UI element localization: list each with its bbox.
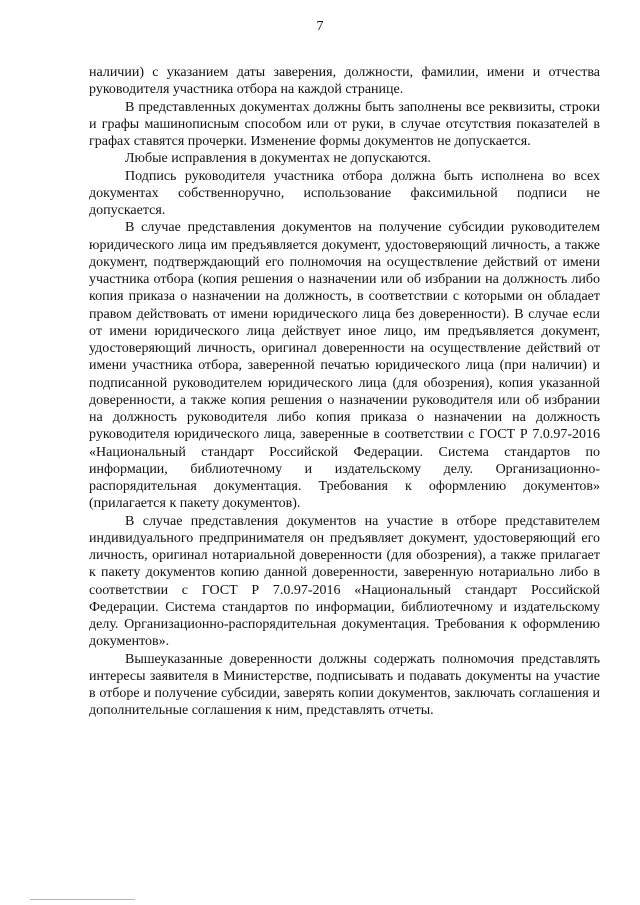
paragraph: В случае представления документов на участие в отборе представителем индивидуального предпринимателя он предъявляет документ, удостоверяющий его личность, оригинал нотариальной доверенности (для обозрения), а также прилагает к пакету документов копию данной доверенности, заверенную нотариально либо в соответствии с ГОСТ Р 7.0.97-2016 «Национальный стандарт Российской Федерации. Система стандартов по информации, библиотечному и издательскому делу. Организационно-распорядительная документация. Требования к оформлению документов». [89, 513, 600, 650]
page-number: 7 [316, 19, 324, 34]
paragraph: Подпись руководителя участника отбора должна быть исполнена во всех документах собственноручно, использование факсимильной подписи не допускается. [89, 168, 600, 218]
paragraph: В представленных документах должны быть заполнены все реквизиты, строки и графы машинописным способом или от руки, в случае отсутствия показателей в графах ставятся прочерки. Изменение формы документов не допускается. [89, 99, 600, 149]
paragraph: Любые исправления в документах не допускаются. [125, 151, 431, 167]
paragraph: Вышеуказанные доверенности должны содержать полномочия представлять интересы заявителя в Министерстве, подписывать и подавать документы на участие в отборе и получение субсидии, заверять копии документов, заключать соглашения и дополнительные соглашения к ним, представлять отчеты. [89, 651, 600, 719]
paragraph: наличии) с указанием даты заверения, должности, фамилии, имени и отчества руководителя участника отбора на каждой странице. [89, 65, 600, 98]
body-text [89, 64, 600, 720]
paragraph: В случае представления документов на получение субсидии руководителем юридического лица им предъявляется документ, удостоверяющий личность, а также документ, подтверждающий его полномочия на осуществление действий от имени участника отбора (копия решения о назначении или об избрании на должность либо копия приказа о назначении на должность, в соответствии с которыми он обладает правом действовать от имени юридического лица без доверенности). В случае если от имени юридического лица действует иное лицо, им предъявляется документ, удостоверяющий личность, оригинал доверенности на осуществление действий от имени участника отбора, заверенной печатью юридического лица (при наличии) и подписанной руководителем юридического лица (для обозрения), копия указанной доверенности, а также копия решения о назначении руководителя или об избрании на должность руководителя либо копия приказа о назначении на должность руководителя юридического лица, заверенные в соответствии с ГОСТ Р 7.0.97-2016 «Национальный стандарт Российской Федерации. Система стандартов по информации, библиотечному и издательскому делу. Организационно-распорядительная документация. Требования к оформлению документов» (прилагается к пакету документов). [89, 220, 600, 512]
scan-edge-line [30, 899, 135, 900]
